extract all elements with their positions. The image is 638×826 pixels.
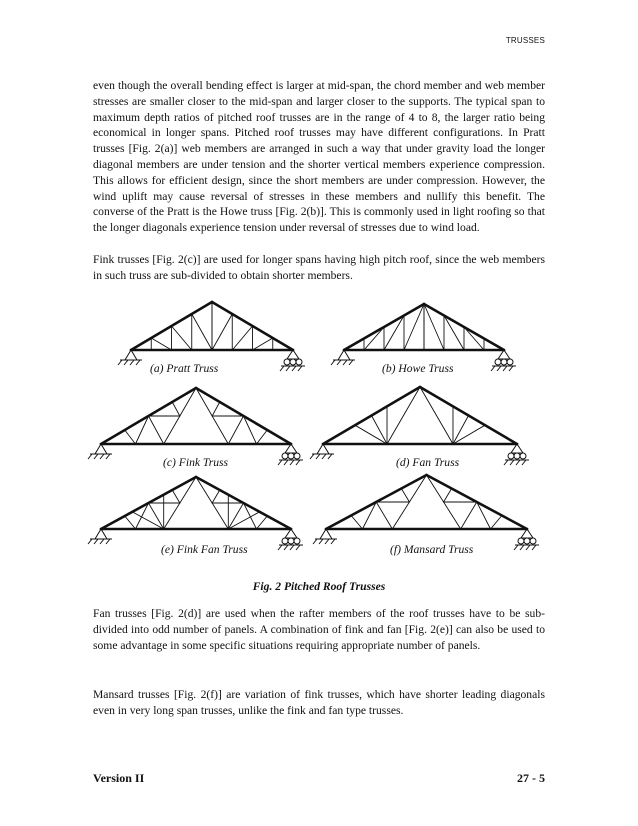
truss-3-pin-support	[310, 444, 334, 459]
truss-1-diagonal	[464, 327, 484, 350]
truss-2-sub-strut	[257, 430, 268, 444]
truss-4-sub-strut	[172, 490, 180, 503]
paragraph-4-text: Mansard trusses [Fig. 2(f)] are variation of fink trusses, which have shorter leading diagonals even in very long span trusses, unlike the fink and fan type trusses.	[93, 688, 545, 717]
truss-label-0: (a) Pratt Truss	[150, 362, 219, 375]
truss-5-sub-strut	[351, 516, 362, 530]
truss-4-sub-strut	[212, 490, 220, 503]
truss-5-sub-strut	[401, 489, 409, 503]
truss-5-strut	[461, 502, 477, 529]
truss-5-strut	[376, 502, 392, 529]
paragraph-4	[93, 687, 545, 719]
footer-version: Version II	[93, 771, 145, 785]
truss-2-strut	[149, 416, 164, 444]
truss-4-sub-strut	[257, 516, 268, 529]
truss-2-strut	[228, 416, 243, 444]
truss-label-4: (e) Fink Fan Truss	[161, 543, 248, 556]
truss-label-5: (f) Mansard Truss	[390, 543, 474, 556]
paragraph-2-text: Fink trusses [Fig. 2(c)] are used for longer spans having high pitch roof, since the web members in such truss are sub-divided to obtain shorter members.	[93, 253, 545, 282]
truss-4-pin-support	[88, 529, 112, 544]
truss-4-roller-support	[278, 529, 303, 550]
truss-label-3: (d) Fan Truss	[396, 456, 460, 469]
truss-0-diagonal	[253, 338, 273, 350]
truss-1-diagonal	[364, 327, 384, 350]
paragraph-3	[93, 606, 545, 653]
truss-0-diagonal	[192, 314, 212, 350]
truss-1-pin-support	[331, 350, 355, 365]
truss-1-roller-support	[491, 350, 516, 371]
truss-5-pin-support	[313, 529, 337, 544]
truss-0-diagonal	[151, 338, 171, 350]
truss-5-roller-support	[514, 529, 539, 550]
truss-4-sub-strut	[125, 516, 136, 529]
truss-2-sub-strut	[125, 430, 136, 444]
truss-2-sub-strut	[172, 402, 180, 416]
truss-0-diagonal	[172, 326, 192, 350]
truss-0-diagonal	[212, 314, 232, 350]
truss-0-roller-support	[280, 350, 305, 371]
footer-page-number: 27 - 5	[517, 771, 545, 785]
paragraph-3-text: Fan trusses [Fig. 2(d)] are used when the rafter members of the roof trusses have to be sub-divided into odd number of panels. A combination of fink and fan [Fig. 2(e)] can also be used to some advantage in some specific situations requiring appropriate number of panels.	[93, 607, 545, 652]
truss-5-sub-strut	[444, 489, 452, 503]
truss-0-diagonal	[232, 326, 252, 350]
page-footer	[93, 771, 545, 786]
truss-5-sub-strut	[491, 516, 502, 530]
truss-2-pin-support	[88, 444, 112, 459]
truss-2-sub-strut	[212, 402, 220, 416]
truss-label-2: (c) Fink Truss	[163, 456, 229, 469]
figure-caption: Fig. 2 Pitched Roof Trusses	[252, 580, 386, 593]
truss-3-roller-support	[504, 444, 529, 465]
truss-label-1: (b) Howe Truss	[382, 362, 454, 375]
truss-2-roller-support	[278, 444, 303, 465]
paragraph-1-text: even though the overall bending effect is larger at mid-span, the chord member and web member stresses are smaller closer to the mid-span and larger closer to the supports. The typical span to maximum depth ratios of pitched roof trusses are in the range of 4 to 8, the larger ratio being economical in longer spans. Pitched roof trusses may have different configurations. In Pratt trusses [Fig. 2(a)] web members are arranged in such a way that under gravity load the longer diagonal members are under tension and the shorter vertical members experience compression. This allows for efficient design, since the short members are under compression. However, the wind uplift may cause reversal of stresses in these members and nullify this benefit. The converse of the Pratt is the Howe truss [Fig. 2(b)]. This is commonly used in light roofing so that the longer diagonals experience tension under reversal of stresses due to wind load.	[93, 79, 545, 235]
truss-0-pin-support	[118, 350, 142, 365]
running-head: TRUSSES	[505, 36, 545, 45]
